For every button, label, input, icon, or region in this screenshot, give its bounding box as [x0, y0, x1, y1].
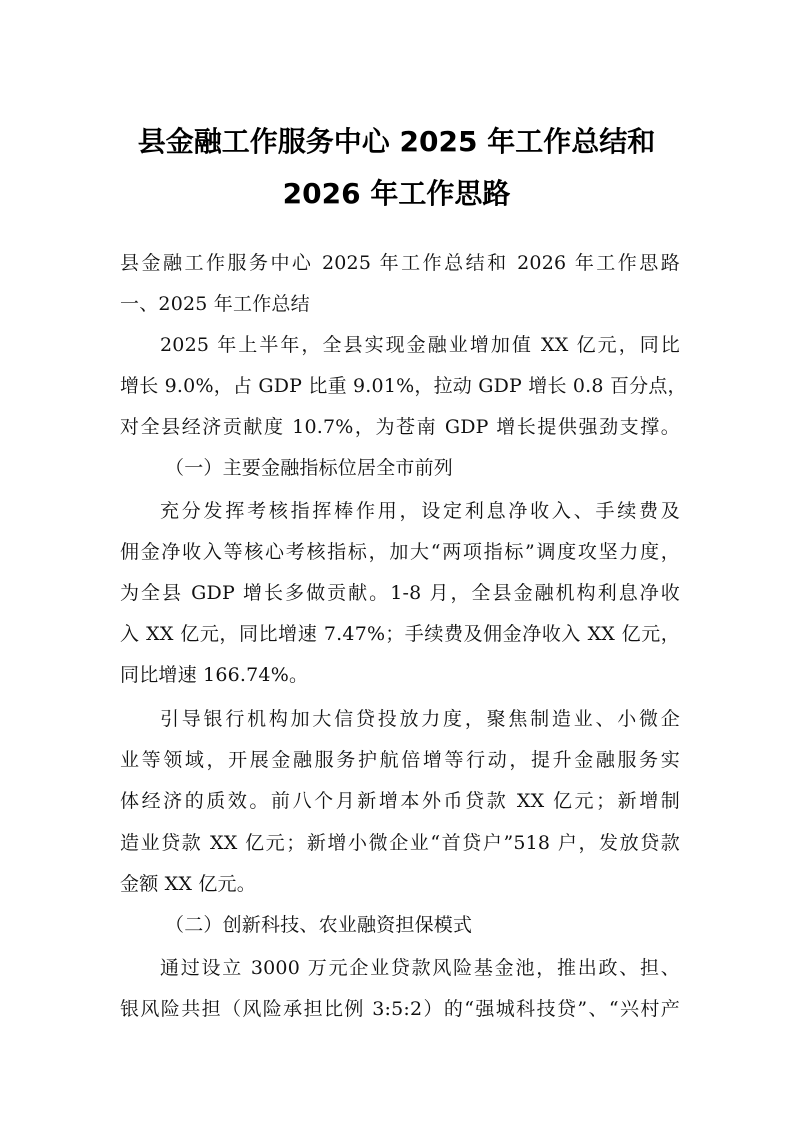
paragraph-line: 通过设立 3000 万元企业贷款风险基金池，推出政、担、	[160, 957, 680, 979]
paragraph-line: 为全县 GDP 增长多做贡献。1-8 月，全县金融机构利息净收	[120, 582, 680, 604]
paragraph-line: 银风险共担（风险承担比例 3:5:2）的“强城科技贷”、“兴村产	[120, 998, 680, 1020]
paragraph-line: 充分发挥考核指挥棒作用，设定利息净收入、手续费及	[160, 500, 680, 522]
paragraph-line: 业等领域，开展金融服务护航倍增等行动，提升金融服务实	[120, 749, 680, 771]
section-heading: 一、2025 年工作总结	[120, 293, 310, 315]
paragraph-line: 引导银行机构加大信贷投放力度，聚焦制造业、小微企	[160, 708, 680, 730]
paragraph-line: 2025 年上半年，全县实现金融业增加值 XX 亿元，同比	[160, 334, 680, 356]
paragraph-line: 同比增速 166.74%。	[120, 664, 309, 686]
paragraph-line: 体经济的质效。前八个月新增本外币贷款 XX 亿元；新增制	[120, 790, 680, 812]
subsection-heading: （一）主要金融指标位居全市前列	[165, 457, 454, 479]
document-title-line-1: 县金融工作服务中心 2025 年工作总结和	[137, 125, 656, 158]
paragraph-line: 入 XX 亿元，同比增速 7.47%；手续费及佣金净收入 XX 亿元，	[120, 623, 680, 645]
paragraph-line: 造业贷款 XX 亿元；新增小微企业“首贷户”518 户，发放贷款	[120, 832, 680, 854]
paragraph-line: 对全县经济贡献度 10.7%，为苍南 GDP 增长提供强劲支撑。	[120, 416, 680, 438]
subsection-heading: （二）创新科技、农业融资担保模式	[165, 914, 473, 936]
paragraph-line: 金额 XX 亿元。	[120, 873, 256, 895]
paragraph-line: 增长 9.0%，占 GDP 比重 9.01%，拉动 GDP 增长 0.8 百分点，	[120, 375, 687, 397]
document-title-line-2: 2026 年工作思路	[282, 177, 511, 210]
document-subtitle: 县金融工作服务中心 2025 年工作总结和 2026 年工作思路	[120, 252, 680, 274]
paragraph-line: 佣金净收入等核心考核指标，加大“两项指标”调度攻坚力度，	[120, 541, 680, 563]
